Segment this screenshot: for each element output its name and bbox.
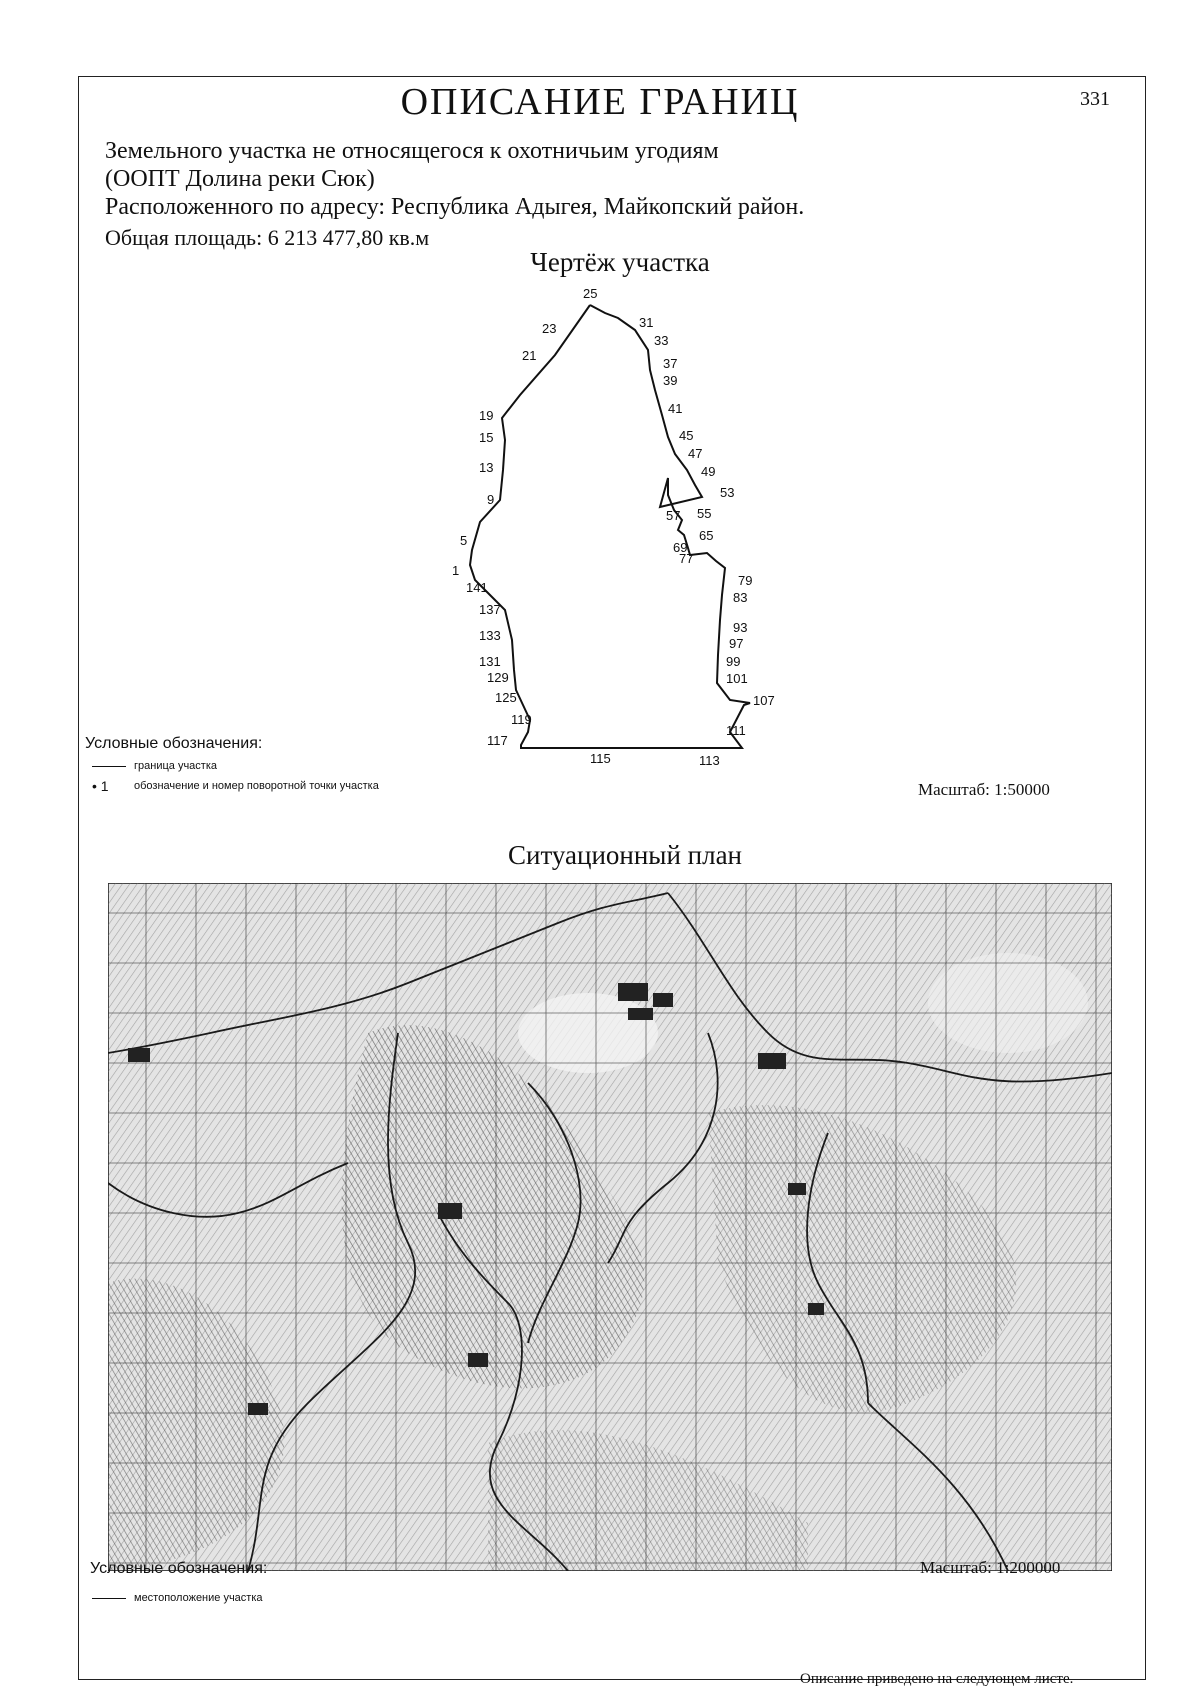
point-label: 113 xyxy=(699,753,720,768)
point-label: 55 xyxy=(697,506,712,521)
plan-scale: Масштаб: 1:200000 xyxy=(920,1558,1061,1577)
point-label: 131 xyxy=(479,654,501,669)
point-label: 25 xyxy=(583,286,598,301)
point-symbol: • 1 xyxy=(92,778,109,794)
point-label: 45 xyxy=(679,428,694,443)
point-label: 117 xyxy=(487,733,508,748)
point-label: 49 xyxy=(701,464,716,479)
header-line-area: Общая площадь: 6 213 477,80 кв.м xyxy=(105,225,430,250)
point-label: 141 xyxy=(466,580,488,595)
point-label: 33 xyxy=(654,333,669,348)
page-number: 331 xyxy=(1080,88,1110,110)
point-label: 1 xyxy=(452,563,460,578)
point-label: 57 xyxy=(666,508,681,523)
point-label: 107 xyxy=(753,693,775,708)
point-label: 39 xyxy=(663,373,678,388)
point-label: 9 xyxy=(487,492,495,507)
point-label: 111 xyxy=(726,723,746,738)
drawing-scale: Масштаб: 1:50000 xyxy=(918,780,1050,799)
header-line-plot-type: Земельного участка не относящегося к охотничьим угодиям xyxy=(105,138,719,164)
header-line-protected-area: (ООПТ Долина реки Сюк) xyxy=(105,166,375,192)
point-label: 137 xyxy=(479,602,501,617)
drawing-legend-title: Условные обозначения: xyxy=(85,735,263,752)
point-label: 65 xyxy=(699,528,714,543)
plan-legend-location xyxy=(92,1592,263,1604)
point-label: 119 xyxy=(511,712,532,727)
legend-label: граница участка xyxy=(134,760,217,772)
point-label: 23 xyxy=(542,321,557,336)
drawing-legend-point xyxy=(92,778,379,794)
header-line-address: Расположенного по адресу: Республика Адыгея, Майкопский район. xyxy=(105,194,805,220)
plot-boundary-drawing xyxy=(0,0,1200,800)
point-label: 125 xyxy=(495,690,517,705)
drawing-title: Чертёж участка xyxy=(530,247,710,277)
point-label: 93 xyxy=(733,620,748,635)
document-title: ОПИСАНИЕ ГРАНИЦ xyxy=(400,81,800,123)
point-label: 69 xyxy=(673,540,688,555)
point-label: 53 xyxy=(720,485,735,500)
location-line-symbol xyxy=(92,1598,126,1599)
point-label: 99 xyxy=(726,654,741,669)
point-label: 83 xyxy=(733,590,748,605)
point-label: 77 xyxy=(679,551,694,566)
point-label: 19 xyxy=(479,408,494,423)
point-label: 5 xyxy=(460,533,468,548)
point-label: 21 xyxy=(522,348,537,363)
point-label: 15 xyxy=(479,430,494,445)
plot-boundary-line xyxy=(470,305,753,748)
point-label: 31 xyxy=(639,315,654,330)
point-label: 97 xyxy=(729,636,744,651)
point-label: 47 xyxy=(688,446,703,461)
point-label: 41 xyxy=(668,401,683,416)
drawing-legend-boundary xyxy=(92,760,217,772)
plan-legend-title: Условные обозначения: xyxy=(90,1560,268,1577)
point-label: 101 xyxy=(726,671,748,686)
footer-note: Описание приведено на следующем листе. xyxy=(800,1671,1074,1687)
boundary-line-symbol xyxy=(92,766,126,767)
point-label: 115 xyxy=(590,751,611,766)
point-label: 13 xyxy=(479,460,494,475)
legend-label: обозначение и номер поворотной точки участка xyxy=(134,780,379,792)
point-label: 133 xyxy=(479,628,501,643)
situation-plan-title: Ситуационный план xyxy=(507,840,743,870)
point-label: 79 xyxy=(738,573,753,588)
point-label: 37 xyxy=(663,356,678,371)
relief-shading xyxy=(108,883,1112,1571)
situation-map xyxy=(108,883,1112,1571)
point-label: 129 xyxy=(487,670,509,685)
legend-label: местоположение участка xyxy=(134,1592,263,1604)
